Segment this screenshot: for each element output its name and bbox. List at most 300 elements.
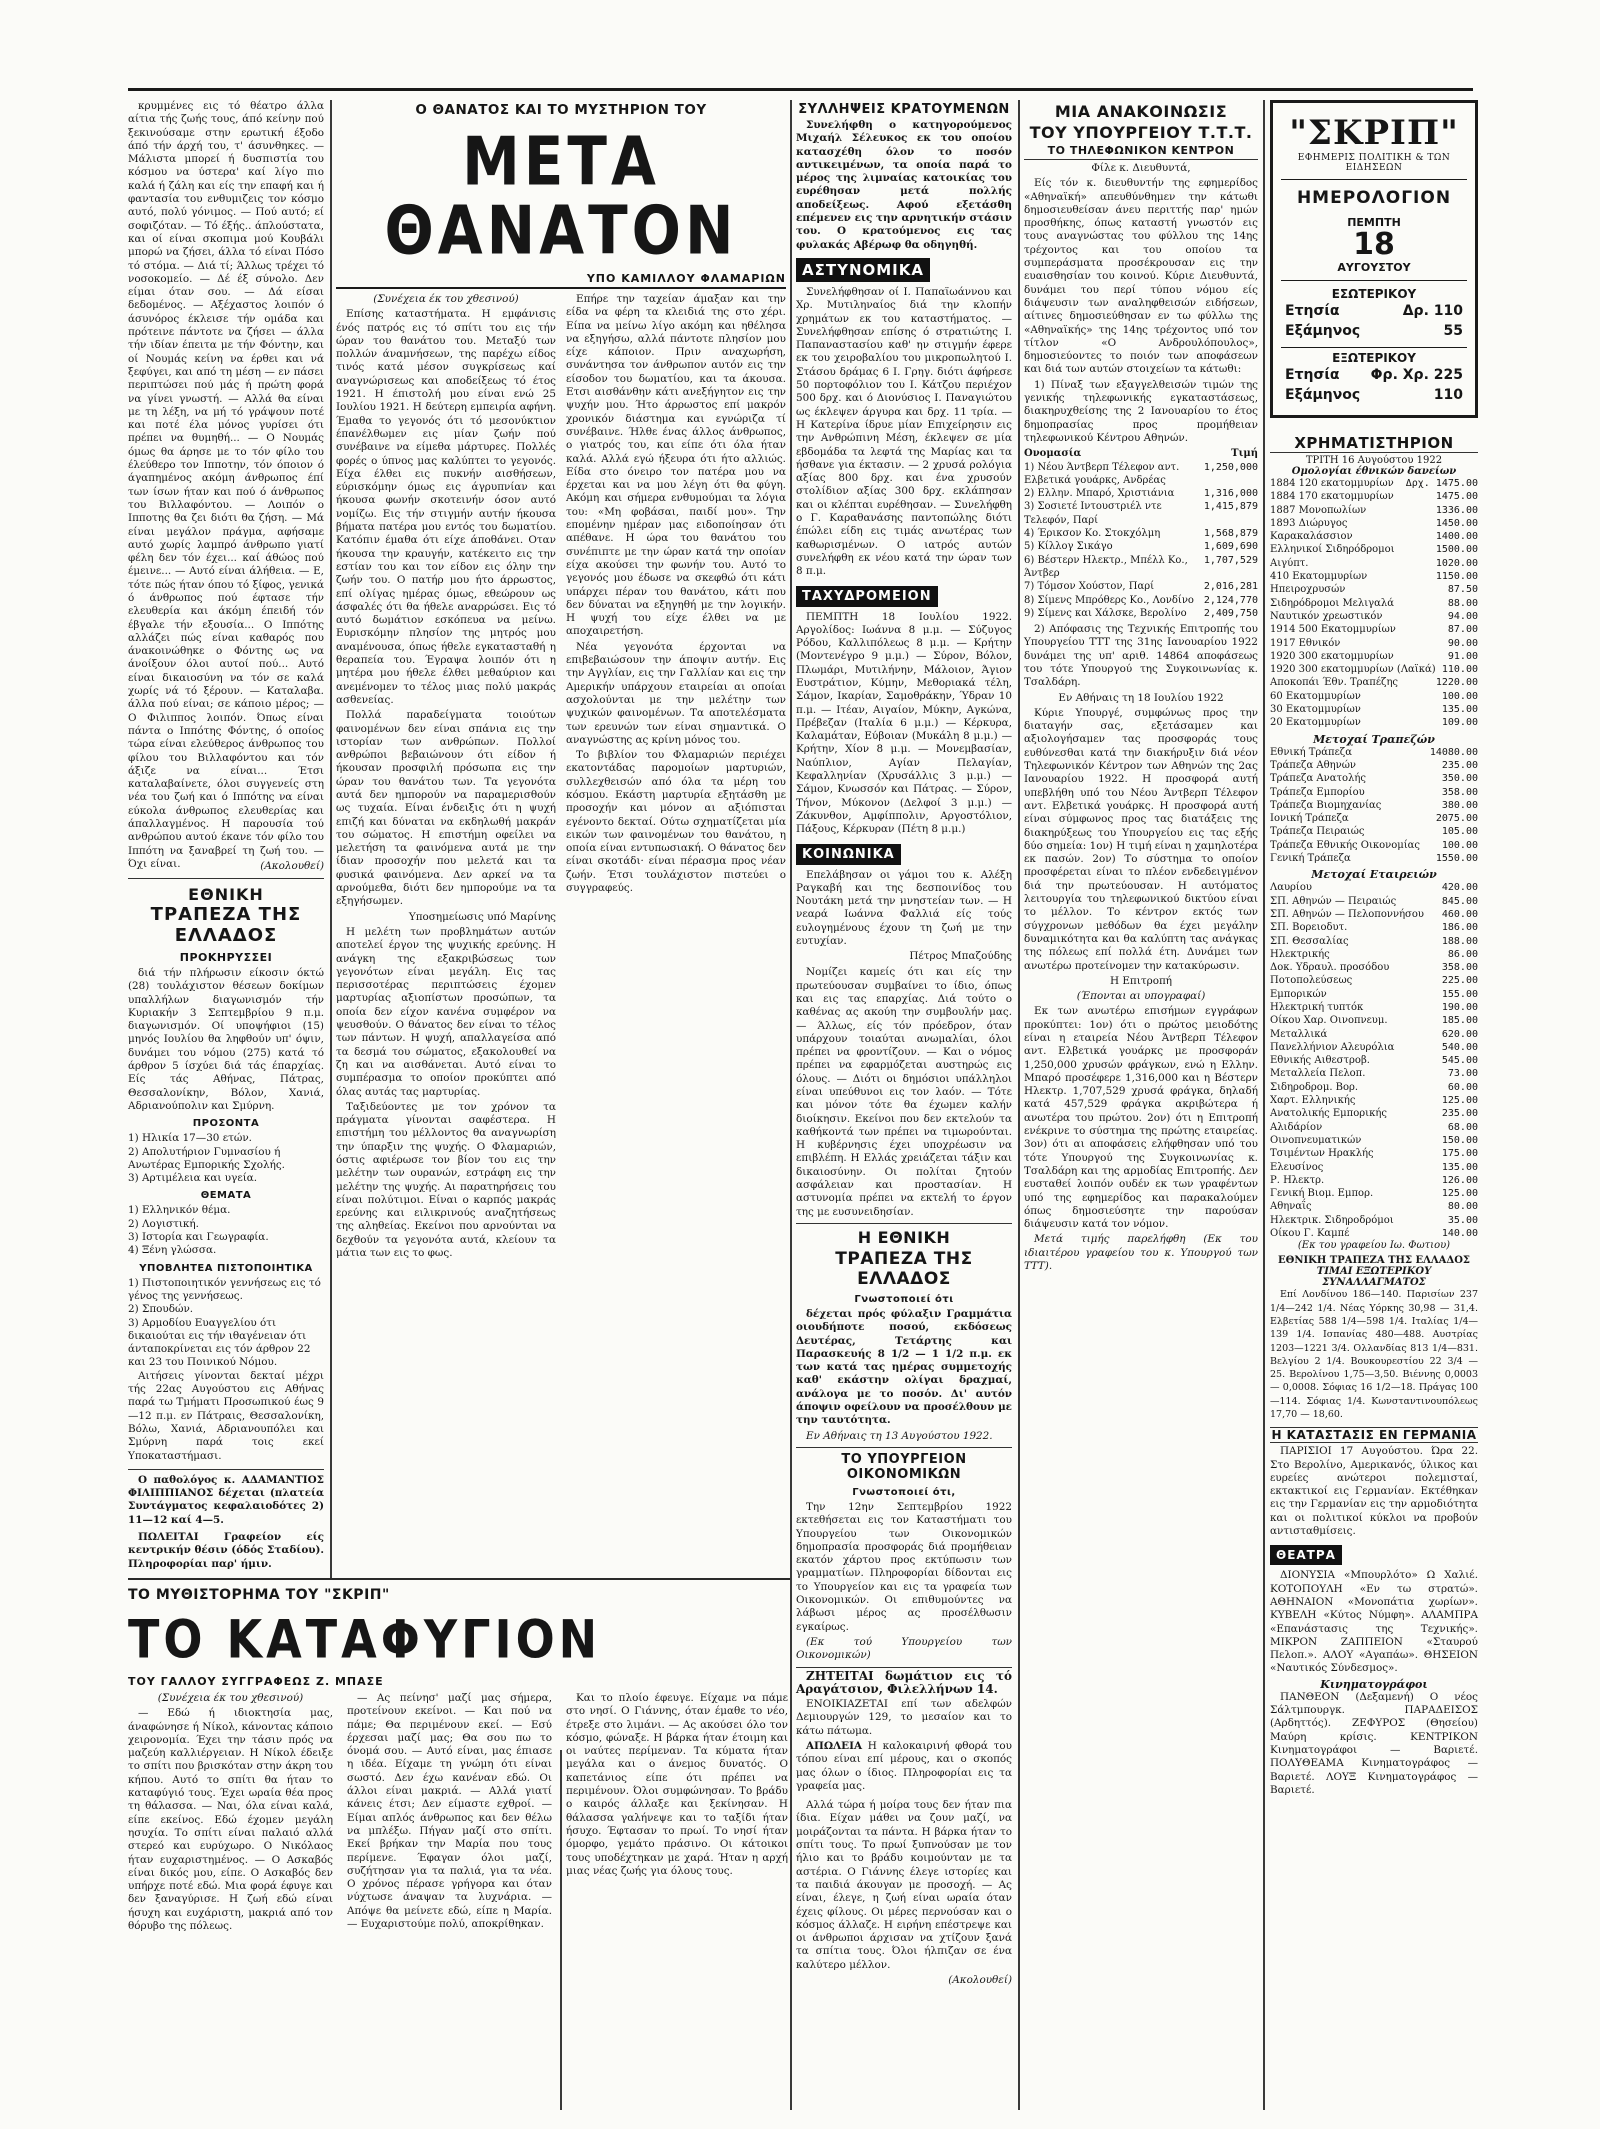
- bond-row-label: 1920 300 εκατομμυρίων (Λαϊκά): [1270, 664, 1436, 676]
- bond-row-label: Σιδηρόδρομοι Μελιγαλά: [1270, 597, 1394, 609]
- bid-row-label: 4) Έρικσον Κο. Στοκχόλμη: [1024, 528, 1161, 540]
- company-share-row-value: 845.00: [1441, 895, 1478, 907]
- bank-share-row-value: 358.00: [1441, 786, 1478, 798]
- bank-shares-table: [1270, 746, 1478, 866]
- company-share-row-value: 125.00: [1441, 1188, 1478, 1200]
- follow-label: (Ακολουθεί): [948, 1974, 1012, 1987]
- bank-share-row-value: 380.00: [1441, 799, 1478, 811]
- signature: Υποσημείωσις υπό Μαρίνης: [408, 910, 556, 923]
- bid-row-label: 5) Κίλλογ Σικάγο: [1024, 541, 1113, 553]
- company-share-row-label: Ηλεκτρικής: [1270, 948, 1330, 960]
- article-col-b: [566, 293, 786, 1262]
- lost-ad: [796, 1740, 1012, 1793]
- bid-row-label: 9) Σίμενς και Χάλσκε, Βερολίνο: [1024, 607, 1187, 619]
- company-share-row: [1270, 1161, 1478, 1174]
- masthead-rule: [128, 88, 1473, 91]
- bid-row-value: 1,316,000: [1203, 488, 1258, 500]
- bid-row-value: 2,409,750: [1203, 607, 1258, 619]
- bid-row: [1024, 607, 1258, 620]
- cinema-text: [1270, 1691, 1478, 1797]
- serial-col-c: [566, 1692, 788, 1935]
- topic-item: 1) Ελληνικόν θέμα.: [128, 1204, 231, 1217]
- bid-row-value: 1,250,000: [1203, 461, 1258, 473]
- bid-row: [1024, 461, 1258, 488]
- post-title: ΤΑΧΥΔΡΟΜΕΙΟΝ: [796, 586, 938, 607]
- paragraph: ΠΩΛΕΙΤΑΙ Γραφείον είς κεντρικήν θέσιν (όδός Σταδίου). Πληροφορίαι παρ' ήμιν.: [128, 1530, 324, 1570]
- bank-share-row-value: 105.00: [1441, 826, 1478, 838]
- paragraph: Επί Λονδίνου 186—140. Παρισίων 237 1/4—242 1/4. Νέας Υόρκης 30,98 — 31,4. Ελβετίας 588 1/4—598 1/4. Ιταλίας 1/4—139 1/4. Ισπανίας 480—488. Αυστρίας 1203—1221 3/4. Ολλανδίας 813 1/4—831. Βελγίου 2 1/4. Βουκουρεστίου 22 3/4 — 25. Βερολίνου 1,75—3,50. Βιέννης 0,0003 — 0,0008. Σόφιας 16 1/2—18. Πράγας 100—114. Σόφιας 1/4. Κωνσταντινουπόλεως 17,70 — 18,60.: [1270, 1289, 1478, 1420]
- company-share-row-value: 150.00: [1441, 1134, 1478, 1146]
- bond-row: [1270, 610, 1478, 623]
- company-share-row: [1270, 1028, 1478, 1041]
- committee-note: (Έπονται αι υπογραφαί): [1076, 990, 1206, 1003]
- column-4: [796, 100, 1012, 2110]
- company-share-row-label: Ποτοπολεύσεως: [1270, 975, 1353, 987]
- company-share-row-label: Λαυρίου: [1270, 882, 1312, 894]
- bond-row-label: 1914 500 Εκατομμυρίων: [1270, 624, 1396, 636]
- masthead-box: [1270, 100, 1478, 418]
- bid-row-value: 2,124,770: [1203, 594, 1258, 606]
- bid-row-label: 1) Νέου Άντβερπ Τέλεφον αντ. Ελβετικά γουάρκς, Ανδρέας: [1024, 461, 1180, 486]
- company-share-row-label: Αλιδάρίον: [1270, 1121, 1323, 1133]
- paragraph: δέχεται πρός φύλαξιν Γραμμάτια οιουδήποτε ποσού, εκδόσεως Δευτέρας, Τετάρτης και Παρασκευής 8 1/2 — 1 1/2 π.μ. εκ των κατά τας ημέρας συμμετοχής καθ' εκάστην ολίγαι δραχμαί, ανάλογα με το ποσόν. Δι' αυτόν άποψιν οφείλουν να προσέλθουν με την ταυτότητα.: [796, 1307, 1012, 1427]
- column-divider: [330, 100, 332, 1580]
- company-share-row-label: Οίκου Γ. Καμπέ: [1270, 1228, 1350, 1240]
- bond-row-label: Ναυτικόν χρεωστικόν: [1270, 610, 1383, 622]
- sidebar: [1270, 100, 1478, 2110]
- announcement-title-3: ΤΟ ΤΗΛΕΦΩΝΙΚΟΝ ΚΕΝΤΡΟΝ: [1024, 144, 1258, 160]
- paragraph: Και το πλοίο έφευγε. Είχαμε να πάμε στο νησί. Ο Γιάννης, όταν έμαθε το νέο, έτρεξε στο λιμάνι. — Ας ακούσει όλο τον κόσμο, φώναξε. Η βάρκα ήταν έτοιμη και οι ναύτες περίμεναν. Τα κύματα ήταν μεγάλα και ο άνεμος δυνατός. Ο καπετάνιος είπε ότι πρέπει να περιμένουν. Όλοι συμφώνησαν. Το βράδυ ο καιρός άλλαξε και ξεκίνησαν. Η θάλασσα γαλήνεψε και το ταξίδι ήταν ήσυχο. Έφτασαν το πρωί. Το νησί ήταν όμορφο, γεμάτο πράσινο. Οι κάτοικοι τους υποδέχτηκαν με χαρά. Ήταν η αρχή μιας νέας ζωής για όλους τους.: [566, 1692, 788, 1877]
- bank-requirements: [128, 1132, 324, 1185]
- bid-header-price: Τιμή: [1231, 448, 1258, 460]
- requirement-item: 3) Αρτιμέλεια και υγεία.: [128, 1172, 258, 1185]
- company-share-row-value: 186.00: [1441, 922, 1478, 934]
- document-item: 2) Σπουδών.: [128, 1303, 194, 1316]
- company-share-row-label: Εθνικής Αιθεστροβ.: [1270, 1055, 1370, 1067]
- post-heading: [796, 585, 1012, 607]
- bank-share-row-value: 235.00: [1441, 759, 1478, 771]
- cinema-title: Κινηματογράφοι: [1320, 1677, 1428, 1691]
- calendar-day: 18: [1353, 227, 1395, 262]
- paragraph: Κύριε Υπουργέ, συμφώνως προς την διαταγήν σας, εξετάσαμεν και αξιολογήσαμεν τας προσφοράς τους ευθύνεσθαι κατά την διακήρυξιν διά νέον Τηλεφωνικόν Κέντρον των Αθηνών της 2ας Ιανουαρίου 1922. Η προσφορά αυτή υπεβλήθη υπό του Νέου Άντβερπ Τέλεφον αντ. Ελβετικά γουάρκς. Η προσφορά αυτή είναι σύμφωνος προς τας διατάξεις της διακηρύξεως του Υπουργείου εις τας εξής δύο σημεία: 1ον) Η τιμή είναι η χαμηλοτέρα εκ πασών. 2ον) Το σύστημα το οποίον προσφέρεται είναι το πλέον ενδεδειγμένον διά την πρωτεύουσαν. Η αυτόματος λειτουργία του τηλεφωνικού δικτύου είναι το μέλλον. Το κέντρον εκτός των σύγχρονων μεθόδων θα έχει μεγάλην δυναμικότητα και θα καλύπτη τας ανάγκας της πόλεως επί πολλά έτη. Δυνάμει των ανωτέρω προτείνομεν την κατακύρωσιν.: [1024, 706, 1258, 972]
- continued-label: (Συνέχεια έκ του χθεσινού): [373, 293, 519, 305]
- police-text: [796, 286, 1012, 579]
- company-share-row: [1270, 1214, 1478, 1227]
- calendar-weekday: ΠΕΜΠΤΗ: [1347, 216, 1401, 229]
- company-share-row-value: 188.00: [1441, 935, 1478, 947]
- calendar-month: ΑΥΓΟΥΣΤΟΥ: [1281, 261, 1467, 281]
- company-shares-table: [1270, 881, 1478, 1240]
- main-article: [336, 100, 786, 1570]
- bank-share-row-value: 1550.00: [1435, 853, 1478, 865]
- paragraph: ΖΗΤΕΙΤΑΙ δωμάτιον εις τό Αραγάτσιον, Φιλελλήνων 14.: [796, 1668, 1012, 1696]
- bid-row-label: 8) Σίμενς Μπρόθερς Κο., Λονδίνο: [1024, 594, 1194, 606]
- company-share-row: [1270, 1067, 1478, 1080]
- paragraph: Πολλά παραδείγματα τοιούτων φαινομένων δεν είναι σπάνια εις την ιστορίαν των ανθρώπων. Πολλοί ανθρώποι βεβαιώνουν ότι είδον ή ήκουσαν προσφιλή πρόσωπα εις την ώραν του θανάτου των. Τα γεγονότα αυτά δεν ημπορούν να παραμερισθούν ως τυχαία. Είναι ένδειξις ότι η ψυχή επιζή και δύναται να εκδηλωθή μακράν του σώματος. Η επιστήμη οφείλει να μελετήση τα φαινόμενα αυτά με την ίδιαν προσοχήν που μελετά και τα φυσικά φαινόμενα. Δεν αρκεί να τα αρνούμεθα, διότι δεν ημπορούμε να τα εξηγήσωμεν.: [336, 709, 556, 908]
- bond-row-label: 1884 120 εκατομμυρίων: [1270, 478, 1394, 489]
- company-share-row-label: ΣΠ. Θεσσαλίας: [1270, 935, 1349, 947]
- bank-share-row-value: 100.00: [1441, 839, 1478, 851]
- company-share-row-value: 358.00: [1441, 962, 1478, 974]
- paragraph: 1) Πίναξ των εξαγγελθεισών τιμών της γενικής τηλεφωνικής εγκαταστάσεως, διακηρυχθείσης της 2 Ιανουαρίου το έτος δημοπρασίας προς προμήθειαν τηλεφωνικού Κέντρου Αθηνών.: [1024, 378, 1258, 444]
- bank2-date: [796, 1430, 1012, 1443]
- bond-row-value: 87.50: [1447, 584, 1478, 596]
- bond-row-value: 1020.00: [1435, 557, 1478, 569]
- paragraph: Ταξιδεύοντες με τον χρόνον τα πράγματα γίνονται σαφέστερα. Η επιστήμη του μέλλοντος θα αναγνωρίση την ύπαρξιν της ψυχής. Ο Φλαμαριών, όστις αφιέρωσε τον βίον του εις την μελέτην των ουρανών, εστράφη εις την μελέτην της ψυχής. Αι παρατηρήσεις του είναι πολύτιμοι. Είναι ο καρπός μακράς ερεύνης και ειλικρινούς αναζητήσεως της αληθείας. Εκείνοι που αρνούνται να δεχθούν τα γεγονότα αυτά, κλείουν τα μάτια των εις το φως.: [336, 1100, 556, 1260]
- committee: Η Επιτροπή: [1109, 974, 1173, 987]
- company-share-row-label: Γενική Βιομ. Εμπορ.: [1270, 1188, 1374, 1200]
- company-share-row-label: Σιδηροδρομ. Βορ.: [1270, 1081, 1359, 1093]
- bond-row-label: Καρακαλάσσιον: [1270, 531, 1353, 543]
- company-share-row-value: 235.00: [1441, 1108, 1478, 1120]
- bid-row-value: 1,707,529: [1203, 554, 1258, 566]
- police-heading: [796, 258, 1012, 282]
- bank2-title-line2: ΤΡΑΠΕΖΑ ΤΗΣ ΕΛΛΑΔΟΣ: [835, 1248, 973, 1289]
- domestic-title: ΕΣΩΤΕΡΙΚΟΥ: [1331, 287, 1417, 301]
- company-share-row-value: 175.00: [1441, 1148, 1478, 1160]
- bank2-notice: [796, 1223, 1012, 1443]
- paragraph: Είς τόν κ. διευθυντήν της εφημερίδος «Αθηναϊκή» απευθύνθημεν την κάτωθι δημοσιευθείσαν άνευ περιττής παρ' ημών προσθήκης, όπως καταστή γνωστόν εις τους αναγνώστας του φύλλου της 14ης τρέχοντος και του οποίου τα συμπεράσματα προσέκρουσαν εις την ευαισθησίαν του κοινού. Κύριε Διευθυντά, δυνάμει του περί τύπου νόμου είς διάψευσιν των αναληφθεισών ειδήσεων, αίτινες δημοσιεύθησαν εν τω φύλλω της «Αθηναϊκής» της 14ης τρέχοντος υπό τον τίτλον «Ο Ανδρουλόπουλος», δημοσιεύοντες το ποιόν των αποφάσεων και διά των αυτών στοιχείων τα κάτωθι:: [1024, 177, 1258, 376]
- foreign-rates: [1281, 365, 1467, 405]
- paragraph: διά τήν πλήρωσιν είκοσιν όκτώ (28) τουλάχιστον θέσεων δοκίμων υπαλλήλων διαγωνισμόν τήν Κυριακήν 3 Σεπτεμβρίου 9 π.μ. διαγωνισμόν. Οί υποψήφιοι (15) μηνός Ιουλίου θα ληφθούν υπ' όψιν, δυνάμει του νόμου (275) κατά τό άρθρον 5 ίσχύει διά τάς έπαρχίας. Είς τάς Αθήνας, Πάτρας, Θεσσαλονίκην, Βόλον, Χανιά, Αδριανούπολιν και Σμύρνη.: [128, 967, 324, 1112]
- bid-row: [1024, 487, 1258, 500]
- paragraph: ΠΑΡΙΣΙΟΙ 17 Αυγούστου. Ώρα 22. Στο Βερολίνο, Αμερικανός, ύλικος και ευρείες ανώτεροι πολεμισταί, εκτακτικοί εις Γερμανίαν. Εκτέθηκαν εις την Γερμανίαν εις την αρμοδιότητα και οι πολιτικοί κύκλοι να προβούν αντισταθμίσεις.: [1270, 1445, 1478, 1538]
- bank-share-row: [1270, 772, 1478, 785]
- bond-row: [1270, 490, 1478, 503]
- bank-share-row-label: Τράπεζα Εθνικής Οικονομίας: [1270, 839, 1421, 851]
- bank-share-row-value: 350.00: [1441, 773, 1478, 785]
- bid-row-value: 2,016,281: [1203, 581, 1258, 593]
- lost-text: Η καλοκαιρινή φθορά του τόπου είναι επί μέρους, και ο σκοπός μας όλων ο ίδιος. Πληροφορίαι εις τα γραφεία μας.: [796, 1739, 1012, 1792]
- bank-share-row: [1270, 852, 1478, 865]
- sale-ad: [128, 1531, 324, 1571]
- bank-closing: [128, 1370, 324, 1463]
- company-share-row: [1270, 1081, 1478, 1094]
- company-share-row: [1270, 948, 1478, 961]
- theatres-heading: [1270, 1544, 1478, 1565]
- bond-row: [1270, 690, 1478, 703]
- bank-text: [128, 967, 324, 1113]
- company-share-row: [1270, 1121, 1478, 1134]
- column-5: [1024, 100, 1258, 2110]
- bank-notice: [128, 878, 324, 1463]
- commentary-text: [796, 966, 1012, 1219]
- paragraph: Συνελήφθησαν οί Ι. Παπαϊωάννου και Χρ. Μυτιληναίος διά την κλοπήν χρημάτων εκ του καταστήματος. — Συνελήφθησαν επίσης ό στρατιώτης Ι. Παπαναστασίου καθ' ην στιγμήν έφερε εκ του χειροβαλίου του μικροπωλητού Ι. Στάσου δράμας 6 Ι. Γρηγ. διότι άφήρεσε 50 πορτοφόλιον του Ι. Κάτζου περιέχον 500 δρχ. και ό Διονύσιος Ι. Παναγιώτου ως έκλεψεν άργυρα και δρχ. 11 τρία. — Η Κατερίνα ίδρυε μίαν Επιχείρησιν εις την Ανθρώπινη Μέση, έκλεψεν σε μία εβδομάδα τα λεφτά της Μαρίας και τα ήσθανε για έκτασιν. — 2 χρυσά ρολόγια αξίας 800 δρχ. και ένα χρυσούν στολίδιον αξίας 300 δρχ. εκλάπησαν και οι κλέπται ευρέθησαν. — Συνελήφθη ο Γ. Καραθανάσης παντοπώλης διότι έπώλει είδη εις τιμάς ανωτέρας των καθωρισμένων. Ο ιατρός αυτών συνελήφθη εκ νέου κατά την ώραν των 8 π.μ.: [796, 285, 1012, 578]
- company-share-row: [1270, 1054, 1478, 1067]
- bond-row-value: 1500.00: [1435, 544, 1478, 556]
- bank2-title-line1: Η ΕΘΝΙΚΗ: [857, 1227, 951, 1247]
- bond-row-value: 1400.00: [1435, 531, 1478, 543]
- company-share-row-label: Πανελλήνιον Αλευρόλια: [1270, 1041, 1395, 1053]
- article-kicker: Ο ΘΑΝΑΤΟΣ ΚΑΙ ΤΟ ΜΥΣΤΗΡΙΟΝ ΤΟΥ: [415, 102, 707, 118]
- bond-row: [1270, 597, 1478, 610]
- bid-row-label: 3) Σοσιετέ Ιντουστριέλ ντε Τελεφόν, Παρί: [1024, 501, 1162, 526]
- bond-row-label: 1887 Μονοπωλίων: [1270, 504, 1367, 516]
- bid-row: [1024, 527, 1258, 540]
- bank-subtitle: ΠΡΟΚΗΡΥΣΣΕΙ: [179, 951, 273, 964]
- company-share-row-label: Ρ. Ηλεκτρ.: [1270, 1174, 1325, 1186]
- company-share-row: [1270, 1147, 1478, 1160]
- bond-row-value: 109.00: [1441, 717, 1478, 729]
- paragraph: Αλλά τώρα ή μοίρα τους δεν ήταν πια ίδια. Είχαν μάθει να ζουν μαζί, να μοιράζονται τα πάντα. Η βάρκα ήταν το σπίτι τους. Το πρωί ξυπνούσαν με τον ήλιο και το βράδυ κοιμούνταν με τα αστέρια. Ο Γιάννης έλεγε ιστορίες και τα παιδιά άκουγαν με προσοχή. — Ας είναι, έλεγε, η ζωή είναι ωραία όταν έχεις φίλους. Οι μέρες περνούσαν και ο κόσμος άλλαζε. Η ειρήνη επέστρεψε και οι άνθρωποι άρχισαν να χτίζουν ξανά τα σπίτια τους. Όλοι ήλπιζαν σε ένα καλύτερο μέλλον.: [796, 1799, 1012, 1971]
- bank2-text: [796, 1308, 1012, 1428]
- bond-table: [1270, 477, 1478, 730]
- continued-label: (Συνέχεια έκ του χθεσινού): [157, 1692, 304, 1704]
- paragraph: (Εκ τού Υπουργείου των Οικονομικών): [796, 1635, 1012, 1662]
- document-item: 1) Πιστοποιητικόν γεννήσεως εις τό γένος της γεννήσεως.: [128, 1276, 321, 1302]
- date-line: Εν Αθήναις τη 18 Ιουλίου 1922: [1058, 691, 1224, 704]
- company-share-row-label: Μεταλλεία Πελοπ.: [1270, 1068, 1366, 1080]
- company-share-row-label: ΣΠ. Αθηνών — Πελοποννήσου: [1270, 908, 1424, 920]
- company-share-row-value: 73.00: [1447, 1068, 1478, 1080]
- serial-title: ΤΟ ΚΑΤΑΦΥΓΙΟΝ: [128, 1607, 602, 1671]
- bond-row-label: 1884 170 εκατομμυρίων: [1270, 491, 1394, 503]
- germany-title: Η ΚΑΤΑΣΤΑΣΙΣ ΕΝ ΓΕΡΜΑΝΙΑ: [1271, 1428, 1477, 1443]
- serial-col-b: [347, 1692, 552, 1935]
- bid-row: [1024, 540, 1258, 553]
- bond-row-value: 1150.00: [1435, 571, 1478, 583]
- bid-row-value: 1,609,690: [1203, 541, 1258, 553]
- bond-row-value: 87.00: [1447, 624, 1478, 636]
- domestic-rate-row-value: Δρ. 110: [1402, 303, 1463, 319]
- domestic-rate-row-value: 55: [1443, 323, 1463, 339]
- bond-row-label: Αιγύπτ.: [1270, 557, 1309, 569]
- bond-row: [1270, 650, 1478, 663]
- bid-table: [1024, 461, 1258, 621]
- bond-row-label: 30 Εκατομμυρίων: [1270, 704, 1361, 716]
- bank-title-line1: ΕΘΝΙΚΗ: [188, 885, 264, 904]
- company-share-row-value: 68.00: [1447, 1121, 1478, 1133]
- fx-bank: ΕΘΝΙΚΗ ΤΡΑΠΕΖΑ ΤΗΣ ΕΛΛΑΔΟΣ: [1278, 1255, 1470, 1267]
- company-share-row-value: 460.00: [1441, 908, 1478, 920]
- bond-row-value: 135.00: [1441, 704, 1478, 716]
- document-item: 3) Αρμοδίου Ευαγγελίου ότι δικαιούται εις τήν ιθαγένειαν ότι άνταποκρίνεται εις τόν άρθρον 22 και 23 του Ποινικού Νόμου.: [128, 1316, 311, 1369]
- bid-row-label: 2) Ελλην. Μπαρό, Χριστιάνια: [1024, 488, 1175, 500]
- bond-row-value: 94.00: [1447, 610, 1478, 622]
- article-byline: ΥΠΟ ΚΑΜΙΛΛΟΥ ΦΛΑΜΑΡΙΩΝ: [336, 272, 786, 289]
- bank-share-row-label: Τράπεζα Ανατολής: [1270, 773, 1366, 785]
- exchange-title: ΧΡΗΜΑΤΙΣΤΗΡΙΟΝ: [1270, 434, 1478, 453]
- bond-row-label: Αποκοπάι Έθν. Τραπέζης: [1270, 677, 1399, 689]
- paragraph: Επελάβησαν οι γάμοι του κ. Αλέξη Ραγκαβή και της δεσποινίδος του Νουτάκη μετά την μνηστείαν των. — Η νεαρά Ιωάννα Φαλλιά είς τούς ευλογημένους έχουν τη ζωή με την ευτυχίαν.: [796, 868, 1012, 948]
- foreign-rate-row-value: 110: [1433, 387, 1463, 403]
- exchange-date: ΤΡΙΤΗ 16 Αυγούστου 1922: [1305, 455, 1443, 466]
- post-text: [796, 611, 1012, 837]
- company-share-row: [1270, 988, 1478, 1001]
- bid-row: [1024, 594, 1258, 607]
- bank-share-row: [1270, 825, 1478, 838]
- lost-title: ΑΠΩΛΕΙΑ: [806, 1739, 863, 1752]
- bond-row-value: 1450.00: [1435, 517, 1478, 529]
- paragraph: Εκ των ανωτέρω επισήμων εγγράφων προκύπτει: 1ον) ότι ο πρώτος μειοδότης είναι η εταιρεία Νέου Άντβερπ Τέλεφον αντ. Ελβετικά γουάρκς με προσφοράν 1,250,000 χρυσών φράγκων, ενώ η Ελλην. Μπαρό προσέφερε 1,316,000 και η Βέστερν Ηλεκτρ. 1,707,529 χρυσά φράγκα, δηλαδή κατά 457,529 φράγκα ακριβώτερα ή ανωτέρα του πρώτου. 2ον) ότι η Επιτροπή ενέκρινε το σύστημα της πρώτης εταιρείας. 3ον) ότι αι αποφάσεις ελήφθησαν υπό του τότε Υπουργού της Συγκοινωνίας κ. Τσαλδάρη και της αρμοδίας Επιτροπής. Δεν ευσταθεί λοιπόν ουδέν εκ των γραφέντων υπό της εφημερίδος και παρακαλούμεν όπως δημοσιεύσητε την παρούσαν διάψευσιν κατά τον νόμον.: [1024, 1005, 1258, 1231]
- company-share-row-value: 60.00: [1447, 1081, 1478, 1093]
- paragraph: Νέα γεγονότα έρχονται να επιβεβαιώσουν την άποψιν αυτήν. Εις την Αγγλίαν, εις την Γαλλίαν και εις την Αμερικήν υπάρχουν εταιρείαι αι οποίαι ασχολούνται με την μελέτην των ψυχικών φαινομένων. Τα αποτελέσματα των ερευνών των είναι σημαντικά. Ο αναγνώστης ας κρίνη μόνος του.: [566, 640, 786, 746]
- bond-row: [1270, 623, 1478, 636]
- topic-item: 4) Ξένη γλώσσα.: [128, 1244, 217, 1257]
- bond-row: [1270, 583, 1478, 596]
- company-share-row-label: Μεταλλικά: [1270, 1028, 1328, 1040]
- company-share-row-label: Εμπορικών: [1270, 988, 1327, 1000]
- exchange-subtitle: Ομολογίαι έθνικών δανείων: [1291, 466, 1457, 477]
- requirement-item: 1) Ηλικία 17—30 ετών.: [128, 1132, 252, 1145]
- topic-item: 2) Λογιστική.: [128, 1217, 199, 1230]
- company-share-row-value: 140.00: [1441, 1228, 1478, 1240]
- paragraph: Μετά τιμής παρελήφθη (Εκ του ιδιαιτέρου γραφείου του κ. Υπουργού των ΤΤΤ).: [1024, 1233, 1258, 1273]
- company-share-row-label: Ανατολικής Εμπορικής: [1270, 1108, 1387, 1120]
- bid-row-value: 1,415,879: [1203, 501, 1258, 513]
- arrests-title: ΣΥΛΛΗΨΕΙΣ ΚΡΑΤΟΥΜΕΝΩΝ: [798, 102, 1010, 117]
- company-share-row-value: 126.00: [1441, 1174, 1478, 1186]
- bond-row-value: 1336.00: [1435, 504, 1478, 516]
- doctor-ad: [128, 1469, 324, 1527]
- bank-shares-title: Μετοχαί Τραπεζών: [1313, 732, 1435, 746]
- domestic-rate-row-label: Εξάμηνος: [1285, 323, 1361, 339]
- bond-row: [1270, 570, 1478, 583]
- bond-row: [1270, 703, 1478, 716]
- column-divider: [790, 100, 792, 2110]
- column-divider: [1263, 100, 1265, 2110]
- bank-share-row-label: Εθνική Τράπεζα: [1270, 746, 1352, 758]
- company-share-row-value: 620.00: [1441, 1028, 1478, 1040]
- exchange-note: (Εκ του γραφείου Ιω. Φωτιου): [1297, 1240, 1451, 1252]
- paragraph: Νομίζει καμείς ότι και είς την πρωτεύουσαν συμβαίνει το ίδιο, όπως και εις τας επαρχίας. Διά τούτο ο καθένας ας ακούη την συμβουλήν μας. — Άλλως, είς τόν πρόεδρον, όταν υπάρχουν τοιαύται ανωμαλίαι, όλοι πρέπει να φροντίζουν. — Και ο νόμος πρέπει να εφαρμόζεται αυστηρώς εις όλους. — Διότι οι δημόσιοι υπάλληλοι είναι υπεύθυνοι εις τον λαόν. — Τότε και μόνον τότε θα έχωμεν καλήν διοίκησιν. Εκείνοι που δεν εκτελούν τα καθήκοντά των πρέπει να τιμωρούνται. Η κυβέρνησις έχει υποχρέωσιν να επιβλέπη. Η Ελλάς χρειάζεται τάξιν και δικαιοσύνην. Οι πολίται ζητούν ασφάλειαν και προστασίαν. Η αστυνομία πρέπει να εκτελή το έργον της με ευσυνειδησίαν.: [796, 966, 1012, 1218]
- company-share-row-value: 135.00: [1441, 1161, 1478, 1173]
- announcement-body-2: [1024, 623, 1258, 1273]
- calendar-title: ΗΜΕΡΟΛΟΓΙΟΝ: [1296, 188, 1452, 208]
- germany-text: [1270, 1445, 1478, 1538]
- paragraph: ΔΙΟΝΥΣΙΑ «Μπουρλότο» Ω Χαλιέ. ΚΟΤΟΠΟΥΛΗ «Εν τω στρατώ». ΑΘΗΝΑΙΟΝ «Μονοπάτια χωρίων». ΚΥΒΕΛΗ «Κύτος Νύμφη». ΑΛΑΜΠΡΑ «Επανάστασις της Τεχνικής». ΜΙΚΡΟΝ ΖΑΠΠΕΙΟΝ «Σταυρού Πελοπ.». ΑΛΟΥ «Αγαπάω». ΘΗΣΕΙΟΝ «Ναυτικός Σύνδεσμος».: [1270, 1569, 1478, 1675]
- ministry-notice: [796, 1447, 1012, 1663]
- company-shares-title: Μετοχαί Εταιρειών: [1311, 868, 1437, 882]
- company-share-row-label: Οινοπνευματικών: [1270, 1134, 1362, 1146]
- bank-docs-title: ΥΠΟΒΛΗΤΕΑ ΠΙΣΤΟΠΟΙΗΤΙΚΑ: [139, 1262, 313, 1274]
- newspaper-brand: "ΣΚΡΙΠ": [1289, 113, 1459, 153]
- domestic-rates: [1281, 301, 1467, 341]
- theatres-title: ΘΕΑΤΡΑ: [1270, 1545, 1342, 1565]
- company-share-row-value: 540.00: [1441, 1041, 1478, 1053]
- company-share-row-label: Δοκ. Υδραυλ. προσόδου: [1270, 962, 1390, 974]
- foreign-rate-row-label: Εξάμηνος: [1285, 387, 1361, 403]
- company-share-row-value: 35.00: [1447, 1214, 1478, 1226]
- bond-row-label: 60 Εκατομμυρίων: [1270, 690, 1361, 702]
- company-share-row-value: 125.00: [1441, 1095, 1478, 1107]
- ministry-subtitle: Γνωστοποιεί ότι,: [852, 1486, 956, 1498]
- bank-documents: [128, 1277, 324, 1370]
- company-share-row: [1270, 895, 1478, 908]
- paragraph: Εν Αθήναις τη 13 Αυγούστου 1922.: [806, 1429, 993, 1442]
- paragraph: — Εδώ ή ιδιοκτησία μας, άναφώνησε ή Νίκολ, κάνοντας κάποιο χειρονομία. Έχει την τάσιν πρός να μαζεύη καλλιέργειαν. Η Νίκολ έδειξε το σπίτι που βρισκόταν στην άκρη του κήπου. Αυτό το σπίτι θα ήταν το καταφύγιό τους. Έχει ωραία θέα προς τη θάλασσα. — Ναι, όλα είναι καλά, είπε εκείνος. Εδώ έχομεν μεγάλη ησυχία. Το σπίτι είναι παλαιό αλλά στερεό και ευρύχωρο. Ο Νικόλαος ήταν ευχαριστημένος. — Ο Ασκαβός είναι δικός μου, είπε. Ο Ασκαβός δεν υπήρχε ποτέ εδώ. Μια φορά έφυγε και δεν ξαναγύρισε. Η ζωή εδώ είναι ήσυχη και ευχάριστη, μακριά από τον θόρυβο της πόλεως.: [128, 1707, 333, 1933]
- announcement-body: [1024, 162, 1258, 445]
- company-share-row: [1270, 1107, 1478, 1120]
- ministry-title: ΤΟ ΥΠΟΥΡΓΕΙΟΝ ΟΙΚΟΝΟΜΙΚΩΝ: [841, 1451, 967, 1482]
- bond-row: [1270, 530, 1478, 543]
- company-share-row-label: Τσιμέντων Ηρακλής: [1270, 1148, 1374, 1160]
- foreign-rate-row-value: Φρ. Χρ. 225: [1370, 367, 1463, 383]
- company-share-row: [1270, 935, 1478, 948]
- bond-row: [1270, 543, 1478, 556]
- company-share-row-value: 225.00: [1441, 975, 1478, 987]
- company-share-row-value: 190.00: [1441, 1001, 1478, 1013]
- bond-row-value: 1475.00: [1435, 491, 1478, 503]
- bank-title-line2: ΤΡΑΠΕΖΑ ΤΗΣ ΕΛΛΑΔΟΣ: [150, 904, 302, 946]
- company-share-row-value: 185.00: [1441, 1015, 1478, 1027]
- bank-share-row: [1270, 786, 1478, 799]
- bank-share-row-label: Γενική Τράπεζα: [1270, 853, 1351, 865]
- company-share-row: [1270, 1227, 1478, 1240]
- company-share-row: [1270, 1001, 1478, 1014]
- foreign-rate-row-label: Ετησία: [1285, 367, 1340, 383]
- company-share-row-value: 80.00: [1447, 1201, 1478, 1213]
- bond-row-value: 100.00: [1441, 690, 1478, 702]
- bond-row-value: 1220.00: [1435, 677, 1478, 689]
- bond-row-label: Ελληνικοί Σιδηρόδρομοι: [1270, 544, 1395, 556]
- bank-share-row-label: Ιονική Τράπεζα: [1270, 813, 1349, 825]
- bank-topics: [128, 1204, 324, 1257]
- serial-kicker: ΤΟ ΜΥΘΙΣΤΟΡΗΜΑ ΤΟΥ "ΣΚΡΙΠ": [128, 1587, 390, 1603]
- serial-byline: ΤΟΥ ΓΑΛΛΟΥ ΣΥΓΓΡΑΦΕΩΣ Ζ. ΜΠΑΣΕ: [128, 1675, 384, 1688]
- bid-row-label: 6) Βέστερν Ηλεκτρ., Μπέλλ Κο., Άντβερ: [1024, 554, 1188, 579]
- bank-share-row: [1270, 746, 1478, 759]
- paragraph: — Ας πείνησ' μαζί μας σήμερα, προτείνουν εκείνοι. — Και πού να πάμε; Θα περιμένουν εκεί. — Εσύ έρχεσαι μαζί μας; Θα σου πω το όνομά σου. — Αυτό είναι, μας έπιασε η ιδέα. Είχαμε τη γνώμη ότι είναι σωστό. Δεν έχω κανέναν εδώ. Οι άλλοι είναι μακριά. — Αλλά γιατί κάνεις έτσι; Δεν είμαστε εχθροί. — Είμαι απλός άνθρωπος και δεν θέλω να μπλέξω. Πήγαν μαζί στο σπίτι. Εκεί βρήκαν την Μαρία που τους περίμενε. Έφαγαν όλοι μαζί, συζήτησαν για τα παλιά, για τα νέα. Ο χρόνος πέρασε γρήγορα και όταν νύχτωσε άναψαν τα λυχνάρια. — Απόψε θα μείνετε εδώ, είπε η Μαρία. — Ευχαριστούμε πολύ, αποκρίθηκαν.: [347, 1692, 552, 1931]
- foreign-rate-row: [1281, 385, 1467, 405]
- requirement-item: 2) Απολυτήριον Γυμνασίου ή Ανωτέρας Εμπορικής Σχολής.: [128, 1145, 285, 1171]
- bank-share-row: [1270, 799, 1478, 812]
- column-divider: [1018, 100, 1020, 2110]
- paragraph: Επήρε την ταχείαν άμαξαν και την είδα να φέρη τα κλειδιά της στο χέρι. Είπα να μείνω λίγο ακόμη και ηθέλησα να εξηγήσω, αλλά πάντοτε πλησίον μου είχε κάποιον. Πριν αναχωρήση, συνάντησα τον άνθρωπον αυτόν εις την είσοδον του δωματίου, και τα άκουσα. Ετσι αισθάνθην κάτι ανεξήγητον εις την ψυχήν μου. Ήτο άρρωστος επί μακρόν χρονικόν διάστημα και εγνώριζα τί συνέβαινε. Ήλθε ένας άλλος άνθρωπος, ο γιατρός του, και είπε ότι όλα ήταν καλά. Αλλά εγώ ήξευρα ότι ήτο αλλιώς. Είδα στο όνειρο τον πατέρα μου να έρχεται και να μου λέγη ότι θα φύγη. Ακόμη και σήμερα ενθυμούμαι τα λόγια του: «Μη φοβάσαι, παιδί μου». Την επομένην ημέραν μας ειδοποίησαν ότι απέθανε. Η ώρα του θανάτου του συνέπιπτε με την ώραν κατά την οποίαν είχα ακούσει την φωνήν του. Αυτό το γεγονός μου έδωσε να σκεφθώ ότι κάτι υπάρχει πέραν του θανάτου, κάτι που δεν δύναται να εξηγηθή με την λογικήν. Η ψυχή του είχε έλθει να με αποχαιρετήση.: [566, 293, 786, 638]
- paragraph: ΕΝΟΙΚΙΑΖΕΤΑΙ επί των αδελφών Δεμιουργών 129, το μεσαίον και το κάτω πάτωμα.: [796, 1698, 1012, 1737]
- article-title: ΜΕΤΑ ΘΑΝΑΤΟΝ: [384, 122, 738, 270]
- company-share-row: [1270, 1014, 1478, 1027]
- article-col-a: [336, 293, 556, 1262]
- paragraph: Συνελήφθη ο κατηγορούμενος Μιχαήλ Σέλευκος εκ του οποίου κατασχέθη όλον το ποσόν αντικειμένων, τα οποία παρά το μέρος της λιμναίας κατοικίας του ευρέθησαν μετά πολλής αποδείξεως. Αφού εξετάσθη επέμενεν εις την αρνητικήν στάσιν του. Ο κρατούμενος εις τας φυλακάς Αβέρωφ θα οδηγηθή.: [796, 119, 1012, 251]
- company-share-row: [1270, 1174, 1478, 1187]
- company-share-row-value: 86.00: [1447, 948, 1478, 960]
- bond-row: [1270, 504, 1478, 517]
- newspaper-subtitle: ΕΦΗΜΕΡΙΣ ΠΟΛΙΤΙΚΗ & ΤΩΝ ΕΙΔΗΣΕΩΝ: [1281, 153, 1467, 180]
- bank-share-row-label: Τράπεζα Αθηνών: [1270, 759, 1356, 771]
- domestic-rate-row: [1281, 321, 1467, 341]
- bank-share-row-value: 2075.00: [1435, 813, 1478, 825]
- paragraph: Η μελέτη των προβλημάτων αυτών αποτελεί έργον της ψυχικής ερεύνης. Η ανάγκη της εξακριβώσεως των γεγονότων είναι μεγάλη. Εις τας περισσοτέρας περιπτώσεις έχομεν μαρτυρίας αξιοπίστων προσώπων, τα οποία δεν είχον κανένα συμφέρον να ψευσθούν. Ο θάνατος δεν είναι το τέλος των πάντων. Η ψυχή, απαλλαγείσα από τα δεσμά του σώματος, εξακολουθεί να ζη και να αισθάνεται. Αυτό είναι το συμπέρασμα το οποίον προκύπτει από όλας αυτάς τας μαρτυρίας.: [336, 925, 556, 1098]
- theatres-text: [1270, 1569, 1478, 1675]
- company-share-row-label: Χαρτ. Ελληνικής: [1270, 1095, 1356, 1107]
- topic-item: 3) Ιστορία και Γεωγραφία.: [128, 1231, 269, 1244]
- bid-table-header: [1024, 447, 1258, 460]
- company-share-row: [1270, 1187, 1478, 1200]
- bank-share-row-label: Τράπεζα Εμπορίου: [1270, 786, 1365, 798]
- serial-story: [128, 1585, 790, 2115]
- bank-share-row-value: 14080.00: [1429, 746, 1478, 758]
- bond-row: [1270, 557, 1478, 570]
- company-share-row: [1270, 921, 1478, 934]
- wanted-ad: [796, 1667, 1012, 1697]
- social-heading: [796, 843, 1012, 865]
- paragraph: ΠΑΝΘΕΟΝ (Δεξαμενή) Ο νέος Σάλτμπουργκ. ΠΑΡΑΔΕΙΣΟΣ (Αρδηττός). ΖΕΦΥΡΟΣ (Θησείου) Μαύρη κρίσις. ΚΕΝΤΡΙΚΟΝ Κινηματογράφοι — Βαριετέ. ΠΟΛΥΘΕΑΜΑ Κινηματογράφος — Βαριετέ. ΛΟΥΞ Κινηματογράφος — Βαριετέ.: [1270, 1690, 1478, 1796]
- paragraph: Αιτήσεις γίνονται δεκταί μέχρι τής 22ας Αυγούστου εις Αθήνας παρά τω Τμήματι Προσωπικού έως 9—12 π.μ. εν Πάτραις, Θεσσαλονίκη, Βόλω, Χανιά, Αδριανουπόλει και Σμύρνη παρά τοις εκεί Υποκαταστήμασι.: [128, 1369, 324, 1462]
- company-share-row: [1270, 1094, 1478, 1107]
- bid-row: [1024, 580, 1258, 593]
- bond-row: [1270, 517, 1478, 530]
- bank-share-row: [1270, 812, 1478, 825]
- fx-title: ΤΙΜΑΙ ΕΞΩΤΕΡΙΚΟΥ ΣΥΝΑΛΛΑΓΜΑΤΟΣ: [1316, 1266, 1432, 1289]
- bond-row-value: 90.00: [1447, 637, 1478, 649]
- foreign-title: ΕΞΩΤΕΡΙΚΟΥ: [1281, 347, 1467, 365]
- paragraph: ΠΕΜΠΤΗ 18 Ιουλίου 1922. Αργολίδος: Ιωάννα 8 μ.μ. — Σύζυγος Ρόδου, Καλλιπόλεως 8 μ.μ. — Κρήτην (Μοντενέγρο 9 μ.μ.) — Σύρον, Βόλον, Πλωμάρι, Μυτιλήνην, Μάλοιον, Άγιον Ευστράτιον, Κύμην, Μεθοριακά τέλη, Σάμον, Ικαρίαν, Σαμοθράκην, Ύδραν 10 π.μ. — Ιτέαν, Αιγαίον, Μύκην, Αγκώνα, Πρέβεζαν (Ιταλία 6 μ.μ.) — Κέρκυρα, Καλαμάταν, Εύβοιαν (Μυκάλη 8 μ.μ.) — Κρήτην, Χίον 8 μ.μ. — Μονεμβασίαν, Ναύπλιον, Αγίαν Πελαγίαν, Κεφαλληνίαν (Χρυσάλλις 3 μ.μ.) — Σάμον, Κνωσσόν και Πάτρας. — Σύρον, Τήνον, Μύκονον (Δελφοί 3 μ.μ.) — Ζάκυνθον, Αμφίππολιν, Αργοστόλιον, Πάξους, Κέρκυραν (Πέτη 8 μ.μ.): [796, 610, 1012, 836]
- company-share-row-label: Οίκου Χαρ. Οινοπνευμ.: [1270, 1015, 1388, 1027]
- rent-ad: [796, 1698, 1012, 1738]
- paragraph: Την 12ην Σεπτεμβρίου 1922 εκτεθήσεται εις τον Καταστήματι του Υπουργείου των Οικονομικών δημοπρασία προσφοράς διά προμήθειαν εκατόν χάρτου προς εκτύπωσιν των γραμματίων. Πληροφορίαι δίδονται εις το Υπουργείον και εις τα γραφεία των Οικονομικών. Οι επιθυμούντες να λάβωσι μέρος ας προσέλθωσιν εγκαίρως.: [796, 1500, 1012, 1633]
- company-share-row-label: Ελευσίνος: [1270, 1161, 1324, 1173]
